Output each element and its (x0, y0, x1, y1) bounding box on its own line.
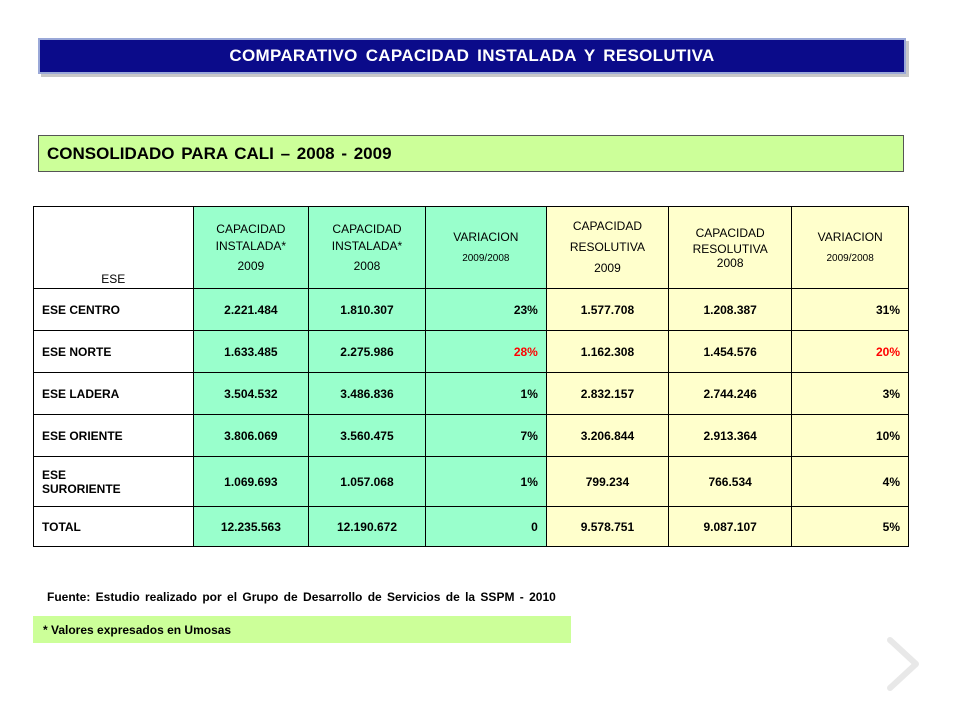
var-inst-cell: 1% (425, 457, 546, 507)
var-res-cell: 10% (792, 415, 909, 457)
inst-2009-cell: 3.806.069 (193, 415, 309, 457)
inst-2009-cell: 2.221.484 (193, 289, 309, 331)
col-header-res-2009: CAPACIDAD RESOLUTIVA 2009 (546, 207, 668, 289)
inst-2008-cell: 3.560.475 (309, 415, 426, 457)
chevron-right-icon[interactable] (880, 636, 924, 692)
inst-2008-cell: 12.190.672 (309, 507, 426, 547)
res-2009-cell: 2.832.157 (546, 373, 668, 415)
page-subtitle: CONSOLIDADO PARA CALI – 2008 - 2009 (47, 143, 392, 163)
subtitle-banner (38, 135, 904, 172)
res-2008-cell: 9.087.107 (669, 507, 792, 547)
res-2008-cell: 766.534 (669, 457, 792, 507)
col-header-inst-2008: CAPACIDAD INSTALADA* 2008 (309, 207, 426, 289)
res-2009-cell: 1.577.708 (546, 289, 668, 331)
var-res-cell: 20% (792, 331, 909, 373)
inst-2008-cell: 3.486.836 (309, 373, 426, 415)
ese-name: ESE LADERA (34, 373, 194, 415)
footnote-text: * Valores expresados en Umosas (43, 622, 232, 637)
inst-2008-cell: 1.057.068 (309, 457, 426, 507)
var-inst-cell: 28% (425, 331, 546, 373)
page-title: COMPARATIVO CAPACIDAD INSTALADA Y RESOLUTIVA (229, 46, 715, 65)
var-inst-cell: 7% (425, 415, 546, 457)
var-res-cell: 31% (792, 289, 909, 331)
res-2009-cell: 799.234 (546, 457, 668, 507)
var-inst-cell: 23% (425, 289, 546, 331)
table-total-row (34, 507, 909, 547)
res-2009-cell: 3.206.844 (546, 415, 668, 457)
col-header-res-2008: CAPACIDAD RESOLUTIVA 2008 (669, 207, 792, 289)
ese-name: TOTAL (34, 507, 194, 547)
var-inst-cell: 0 (425, 507, 546, 547)
inst-2009-cell: 3.504.532 (193, 373, 309, 415)
inst-2009-cell: 1.633.485 (193, 331, 309, 373)
ese-name: ESE ORIENTE (34, 415, 194, 457)
res-2008-cell: 1.454.576 (669, 331, 792, 373)
footnote-bar (33, 616, 571, 643)
col-header-var-inst: VARIACION 2009/2008 (425, 207, 546, 289)
col-header-var-res: VARIACION 2009/2008 (792, 207, 909, 289)
var-res-cell: 5% (792, 507, 909, 547)
ese-name: ESE CENTRO (34, 289, 194, 331)
capacity-table (33, 206, 909, 547)
res-2008-cell: 2.744.246 (669, 373, 792, 415)
table-row (34, 289, 909, 331)
ese-name: ESE NORTE (34, 331, 194, 373)
table-row (34, 457, 909, 507)
res-2008-cell: 1.208.387 (669, 289, 792, 331)
res-2009-cell: 1.162.308 (546, 331, 668, 373)
col-header-inst-2009: CAPACIDAD INSTALADA* 2009 (193, 207, 309, 289)
var-res-cell: 4% (792, 457, 909, 507)
inst-2008-cell: 1.810.307 (309, 289, 426, 331)
col-header-ese: ESE (34, 207, 194, 289)
inst-2009-cell: 1.069.693 (193, 457, 309, 507)
table-row (34, 331, 909, 373)
inst-2009-cell: 12.235.563 (193, 507, 309, 547)
source-note: Fuente: Estudio realizado por el Grupo de Desarrollo de Servicios de la SSPM - 2010 (47, 590, 556, 604)
var-res-cell: 3% (792, 373, 909, 415)
var-inst-cell: 1% (425, 373, 546, 415)
res-2008-cell: 2.913.364 (669, 415, 792, 457)
res-2009-cell: 9.578.751 (546, 507, 668, 547)
table-row (34, 373, 909, 415)
ese-name: ESE SURORIENTE (34, 457, 194, 507)
table-row (34, 415, 909, 457)
table-header-row (34, 207, 909, 289)
inst-2008-cell: 2.275.986 (309, 331, 426, 373)
title-banner (38, 38, 906, 74)
